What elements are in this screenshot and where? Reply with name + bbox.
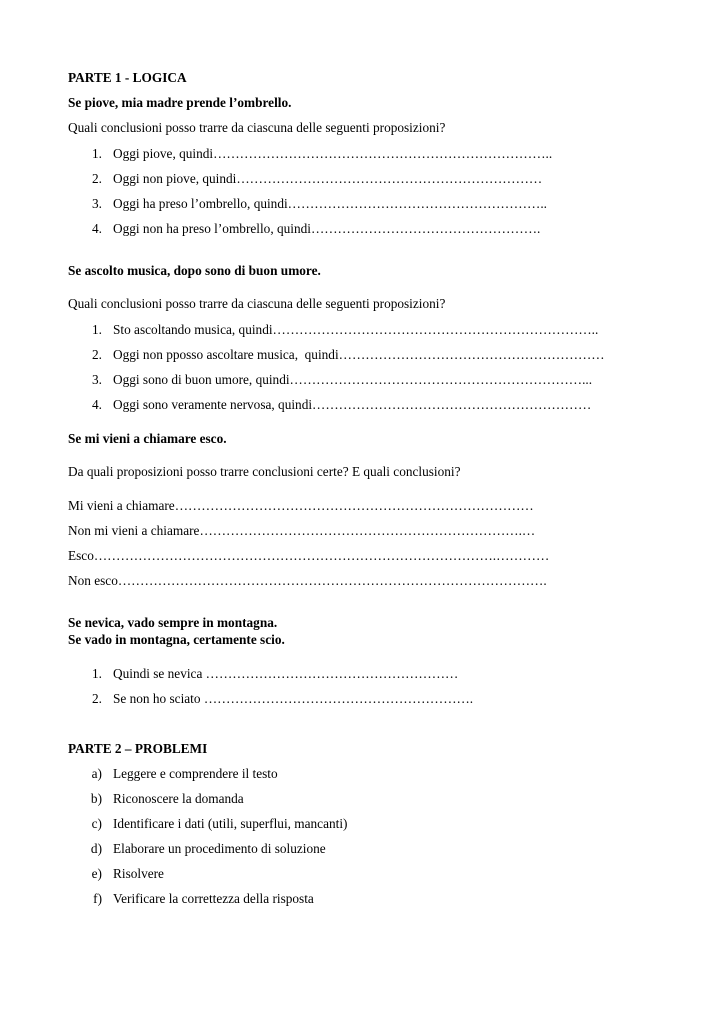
part2-heading: PARTE 2 – PROBLEMI bbox=[68, 741, 208, 756]
list-item: Oggi sono di buon umore, quindi…………………………………………………………... bbox=[113, 372, 593, 387]
block3-premise: Se mi vieni a chiamare esco. bbox=[68, 431, 227, 446]
list-item: Oggi non pposso ascoltare musica, quindi…………………………………………………… bbox=[113, 347, 605, 362]
list-item: Oggi non piove, quindi…………………………………………………………… bbox=[113, 171, 543, 186]
list-item: Oggi piove, quindi………………………………………………………………….. bbox=[113, 146, 553, 161]
block2-question: Quali conclusioni posso trarre da ciascuna delle seguenti proposizioni? bbox=[68, 296, 446, 311]
block2-premise: Se ascolto musica, dopo sono di buon umore. bbox=[68, 263, 321, 278]
block3-question: Da quali proposizioni posso trarre conclusioni certe? E quali conclusioni? bbox=[68, 464, 461, 479]
list-number: 1. bbox=[92, 146, 102, 161]
list-item: Riconoscere la domanda bbox=[113, 791, 244, 806]
list-number: 1. bbox=[92, 322, 102, 337]
list-item: Identificare i dati (utili, superflui, mancanti) bbox=[113, 816, 348, 831]
answer-line: Esco……………………………………………………………………………….………… bbox=[68, 548, 550, 563]
list-number: 1. bbox=[92, 666, 102, 681]
list-letter: c) bbox=[91, 816, 102, 831]
block1-question: Quali conclusioni posso trarre da ciascuna delle seguenti proposizioni? bbox=[68, 120, 446, 135]
list-number: 2. bbox=[92, 691, 102, 706]
list-letter: d) bbox=[90, 841, 102, 856]
answer-line: Mi vieni a chiamare……………………………………………………………………… bbox=[68, 498, 534, 513]
list-item: Oggi non ha preso l’ombrello, quindi……………………………………………. bbox=[113, 221, 541, 236]
block1-premise: Se piove, mia madre prende l’ombrello. bbox=[68, 95, 292, 110]
block4-premise-2: Se vado in montagna, certamente scio. bbox=[68, 632, 285, 647]
list-number: 2. bbox=[92, 347, 102, 362]
answer-line: Non esco……………………………………………………………………………………. bbox=[68, 573, 547, 588]
list-letter: e) bbox=[91, 866, 102, 881]
list-number: 4. bbox=[92, 221, 102, 236]
list-item: Elaborare un procedimento di soluzione bbox=[113, 841, 326, 856]
list-item: Verificare la correttezza della risposta bbox=[113, 891, 314, 906]
list-item: Risolvere bbox=[113, 866, 164, 881]
part1-heading: PARTE 1 - LOGICA bbox=[68, 70, 187, 85]
list-number: 2. bbox=[92, 171, 102, 186]
list-letter: b) bbox=[90, 791, 102, 806]
list-item: Sto ascoltando musica, quindi……………………………………………………………….. bbox=[113, 322, 599, 337]
answer-line: Non mi vieni a chiamare……………………………………………………………….… bbox=[68, 523, 536, 538]
list-item: Se non ho sciato ……………………………………………………. bbox=[113, 691, 474, 706]
list-letter: a) bbox=[91, 766, 102, 781]
list-number: 3. bbox=[92, 196, 102, 211]
list-item: Oggi sono veramente nervosa, quindi……………………………………………………… bbox=[113, 397, 592, 412]
list-number: 4. bbox=[92, 397, 102, 412]
list-item: Quindi se nevica ………………………………………………… bbox=[113, 666, 459, 681]
list-item: Oggi ha preso l’ombrello, quindi………………………………………………….. bbox=[113, 196, 547, 211]
block4-premise-1: Se nevica, vado sempre in montagna. bbox=[68, 615, 278, 630]
list-letter: f) bbox=[93, 891, 102, 906]
list-number: 3. bbox=[92, 372, 102, 387]
list-item: Leggere e comprendere il testo bbox=[113, 766, 278, 781]
